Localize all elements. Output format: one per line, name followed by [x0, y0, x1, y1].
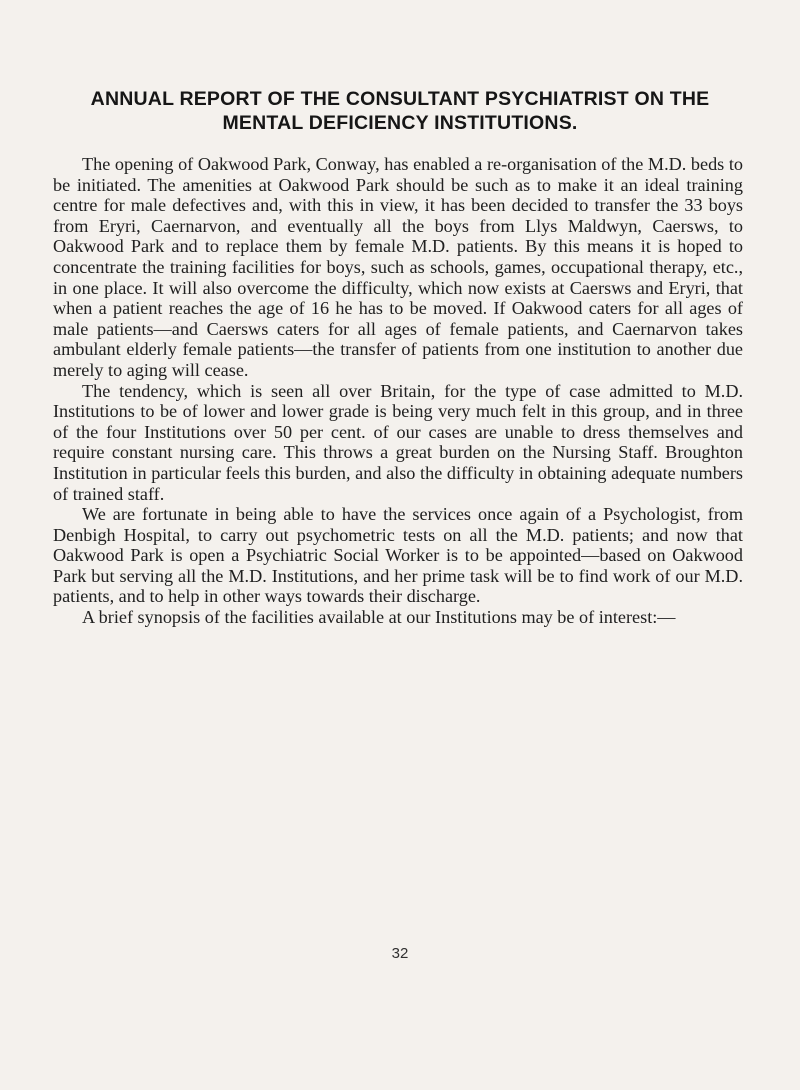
report-title-line-2: MENTAL DEFICIENCY INSTITUTIONS. [222, 112, 578, 134]
page-number: 32 [391, 945, 409, 962]
paragraph-oakwood-reorganisation: The opening of Oakwood Park, Conway, has enabled a re-organisation of the M.D. beds to be initiated. The amenities at Oakwood Park should be such as to make it an ideal training centre for male defectives and, with this in view, it has been decided to transfer the 33 boys from Eryri, Caernarvon, and eventually all the boys from Llys Maldwyn, Caersws, to Oakwood Park and to replace them by female M.D. patients. By this means it is hoped to concentrate the training facilities for boys, such as schools, games, occupational therapy, etc., in one place. It will also overcome the difficulty, which now exists at Caersws and Eryri, that when a patient reaches the age of 16 he has to be moved. If Oakwood caters for all ages of male patients—and Caersws caters for all ages of female patients, and Caernarvon takes ambulant elderly female patients—the transfer of patients from one institution to another due merely to aging will cease. [53, 154, 743, 380]
paragraph-facilities-synopsis: A brief synopsis of the facilities available at our Institutions may be of interest:— [82, 607, 676, 628]
paragraph-psychologist-services: We are fortunate in being able to have the services once again of a Psychologist, from Denbigh Hospital, to carry out psychometric tests on all the M.D. patients; and now that Oakwood Park is open a Psychiatric Social Worker is to be appointed—based on Oakwood Park but serving all the M.D. Institutions, and her prime task will be to find work of our M.D. patients, and to help in other ways towards their discharge. [53, 504, 743, 607]
report-title-line-1: ANNUAL REPORT OF THE CONSULTANT PSYCHIATRIST ON THE [90, 88, 710, 110]
report-body [53, 154, 743, 628]
paragraph-lower-grade-cases: The tendency, which is seen all over Britain, for the type of case admitted to M.D. Institutions to be of lower and lower grade is being very much felt in this group, and in three of the four Institutions over 50 per cent. of our cases are unable to dress themselves and require constant nursing care. This throws a great burden on the Nursing Staff. Broughton Institution in particular feels this burden, and also the difficulty in obtaining adequate numbers of trained staff. [53, 380, 743, 504]
report-title [60, 87, 740, 135]
